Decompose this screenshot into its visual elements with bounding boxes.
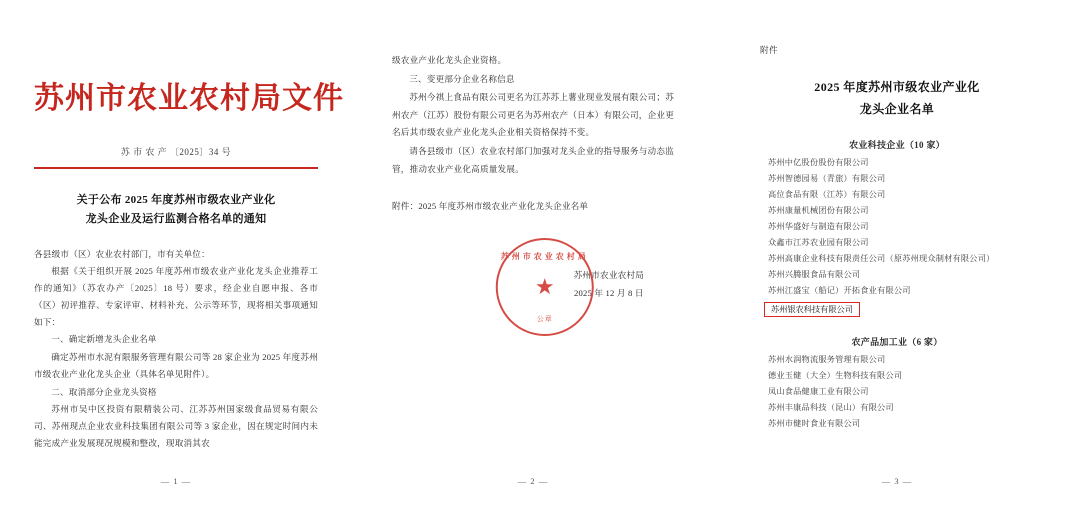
page-3-content <box>714 0 1080 512</box>
document-number: 苏 市 农 产 〔2025〕34 号 <box>120 147 232 157</box>
page-number: — 1 — <box>160 476 192 486</box>
highlighted-company-name: 苏州银农科技有限公司 <box>764 302 860 317</box>
group-heading-food-processing: 农产品加工业（6 家） <box>851 337 943 348</box>
attachment-title-line-2: 龙头企业名单 <box>859 102 935 117</box>
page-title-line-2: 龙头企业及运行监测合格名单的通知 <box>85 213 267 226</box>
company-list-agri-tech <box>760 155 1034 299</box>
document-masthead: 苏州市农业农村局文件 <box>34 82 344 115</box>
paragraph: 各县级市（区）农业农村部门，市有关单位： <box>34 248 210 259</box>
paragraph: 一、确定新增龙头企业名单 <box>51 334 157 345</box>
list-item: 苏州水润物流服务管理有限公司 <box>768 355 886 365</box>
company-list-food-processing <box>760 352 1034 432</box>
list-item: 苏州康量机械团份有限公司 <box>768 206 869 216</box>
document-page-3 <box>714 0 1080 512</box>
page-title-line-1: 关于公布 2025 年度苏州市级农业产业化 <box>76 194 276 206</box>
list-item: 苏州华盛好与制造有限公司 <box>768 222 869 232</box>
paragraph: 确定苏州市水泥有限服务管理有限公司等 28 家企业为 2025 年度苏州市级农业产业化龙头企业（具体名单见附件）。 <box>34 352 318 379</box>
paragraph: 苏州市吴中区投资有限精装公司、江苏苏州国家级食品贸易有限公司、苏州现点企业农业科技集团有限公司等 3 家企业，因在规定时间内未能完成产业发展现况规模和整改，现取消其农 <box>34 404 318 448</box>
attachment-label: 附件 <box>760 45 778 55</box>
page-title <box>34 191 318 230</box>
paragraph: 三、变更部分企业名称信息 <box>409 73 515 84</box>
list-item: 苏州兴腾服食品有限公司 <box>768 270 861 280</box>
highlight-row <box>760 299 1034 317</box>
page-1-body <box>34 246 318 452</box>
masthead-red-rule <box>34 167 318 169</box>
document-page-1 <box>0 0 352 512</box>
list-item: 德业玉健（大全）生物科技有限公司 <box>768 371 903 381</box>
signature-date: 2025 年 12 月 8 日 <box>574 288 644 299</box>
signature-organization: 苏州市农业农村局 <box>573 270 644 281</box>
paragraph: 级农业产业化龙头企业资格。 <box>392 55 507 65</box>
list-item: 高位食品有限（江苏）有限公司 <box>768 190 886 200</box>
attachment-reference: 附件：2025 年度苏州市级农业产业化龙头企业名单 <box>392 201 589 212</box>
page-number: — 3 — <box>881 476 913 486</box>
document-page-2 <box>352 0 714 512</box>
paragraph: 二、取消部分企业龙头资格 <box>51 386 157 397</box>
list-item: 众鑫市江苏农业园有限公司 <box>768 238 869 248</box>
seal-top-text: 苏州市农业农村局 <box>500 252 589 262</box>
paragraph: 请各县级市（区）农业农村部门加强对龙头企业的指导服务与动态监管，推动农业产业化高质量发展。 <box>392 146 674 174</box>
list-item: 苏州市健时食业有限公司 <box>768 419 861 429</box>
page-2-body <box>392 52 674 178</box>
list-item: 苏州中亿股份股份有限公司 <box>768 158 869 168</box>
list-item: 苏州丰康品科技（昆山）有限公司 <box>768 403 894 413</box>
group-heading-agri-tech: 农业科技企业（10 家） <box>849 140 945 151</box>
seal-star-icon: ★ <box>534 274 555 300</box>
page-1-content <box>0 0 352 512</box>
page-2-content <box>352 0 714 512</box>
paragraph: 根据《关于组织开展 2025 年度苏州市级农业产业化龙头企业推荐工作的通知》（苏农办产〔2025〕18 号）要求，经企业自愿申报、各市（区）初评推荐、专家评审、材料补充、公示等环节，现将相关事项通知如下： <box>34 266 318 327</box>
attachment-title-line-1: 2025 年度苏州市级农业产业化 <box>814 80 980 94</box>
list-item: 苏州江盛宝（船记）开拓食业有限公司 <box>768 286 911 296</box>
list-item: 凤山食品健康工业有限公司 <box>768 387 869 397</box>
signature-seal-area <box>392 238 674 353</box>
paragraph: 苏州今祺上食品有限公司更名为江苏苏上薯业现业发展有限公司；苏州农产（江苏）股份有限公司更名为苏州农产（日本）有限公司，企业更名后其市级农业产业化龙头企业相关资格保持不变。 <box>392 92 674 138</box>
attachment-title <box>760 76 1034 120</box>
seal-bottom-text: 公章 <box>536 315 553 324</box>
list-item: 苏州高康企业科技有限责任公司（原苏州现众制材有限公司） <box>768 254 995 264</box>
list-item: 苏州智德园易（青旅）有限公司 <box>768 174 886 184</box>
page-number: — 2 — <box>517 476 549 486</box>
official-seal-icon <box>496 238 594 336</box>
